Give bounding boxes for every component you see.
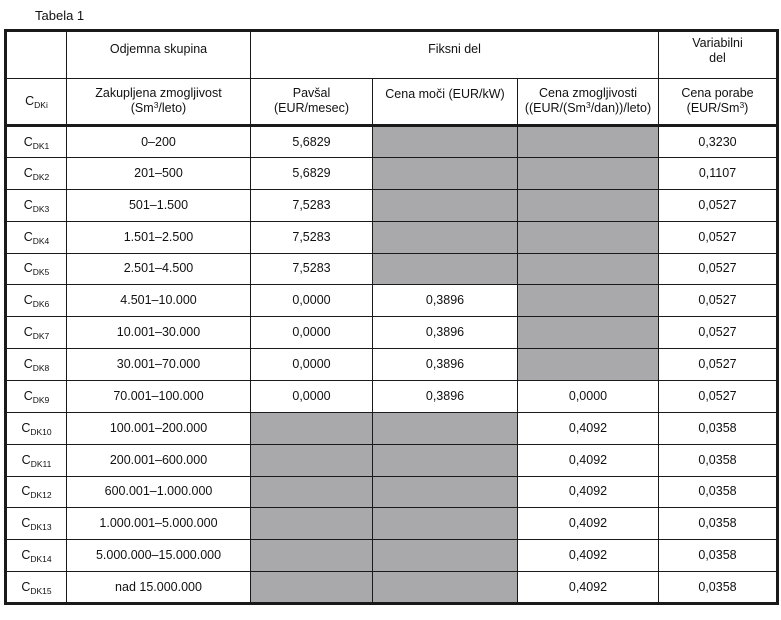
header-capacity-line2: (Sm$^3$/leto) <box>130 100 187 116</box>
row-code <box>6 349 67 381</box>
row-code <box>6 412 67 444</box>
row-code <box>6 572 67 604</box>
row-code-letter: C <box>23 388 33 403</box>
shaded-cell <box>373 540 518 572</box>
row-capacity-range: nad 15.000.000 <box>67 572 251 604</box>
table-row <box>6 508 778 540</box>
row-capprice-value: 0,4092 <box>518 508 659 540</box>
row-usage-value: 0,1107 <box>659 157 778 189</box>
row-code-subscript: DK9 <box>32 394 50 405</box>
row-flat-value: 5,6829 <box>251 157 373 189</box>
row-capprice-value: 0,4092 <box>518 412 659 444</box>
row-capacity-range: 200.001–600.000 <box>67 444 251 476</box>
row-usage-value: 0,0527 <box>659 189 778 221</box>
row-flat-value: 0,0000 <box>251 285 373 317</box>
row-code-letter: C <box>21 548 31 563</box>
row-usage-value: 0,0527 <box>659 221 778 253</box>
row-usage-value: 0,0358 <box>659 508 778 540</box>
row-capacity-range: 2.501–4.500 <box>67 253 251 285</box>
row-capacity-range: 10.001–30.000 <box>67 317 251 349</box>
row-code-subscript: DK1 <box>32 140 50 151</box>
row-code <box>6 476 67 508</box>
row-code-letter: C <box>23 134 33 149</box>
row-code-letter: C <box>23 357 33 372</box>
row-capacity-range: 4.501–10.000 <box>67 285 251 317</box>
row-capprice-value: 0,4092 <box>518 444 659 476</box>
row-code <box>6 221 67 253</box>
row-code <box>6 253 67 285</box>
header-capprice-line2: ((EUR/(Sm$^3$/dan))/leto) <box>524 100 652 116</box>
header-flat-line2: (EUR/mesec) <box>273 101 349 116</box>
row-flat-value: 0,0000 <box>251 317 373 349</box>
row-flat-value: 0,0000 <box>251 380 373 412</box>
header-flat-fee <box>251 78 373 126</box>
table-row <box>6 253 778 285</box>
shaded-cell <box>373 157 518 189</box>
row-code-subscript: DK13 <box>30 522 52 533</box>
row-code <box>6 540 67 572</box>
row-code <box>6 380 67 412</box>
row-code-subscript: DK8 <box>32 363 50 374</box>
tariff-table <box>4 29 779 605</box>
header-capacity-price <box>518 78 659 126</box>
row-flat-value: 7,5283 <box>251 221 373 253</box>
row-capprice-value: 0,4092 <box>518 476 659 508</box>
shaded-cell <box>518 189 659 221</box>
row-capacity-range: 5.000.000–15.000.000 <box>67 540 251 572</box>
row-code-letter: C <box>21 420 31 435</box>
row-code-subscript: DK2 <box>32 171 50 182</box>
row-code-subscript: DK5 <box>32 267 50 278</box>
table-row <box>6 572 778 604</box>
shaded-cell <box>373 253 518 285</box>
row-usage-value: 0,0527 <box>659 317 778 349</box>
shaded-cell <box>251 444 373 476</box>
row-code-letter: C <box>21 452 31 467</box>
row-code-subscript: DK12 <box>30 490 52 501</box>
table-row <box>6 349 778 381</box>
row-usage-value: 0,0527 <box>659 253 778 285</box>
header-group-label: Odjemna skupina <box>67 31 251 79</box>
row-code-subscript: DK3 <box>32 203 50 214</box>
header-power-price <box>373 78 518 126</box>
row-power-value: 0,3896 <box>373 317 518 349</box>
row-capacity-range: 1.501–2.500 <box>67 221 251 253</box>
row-code-subscript: DK11 <box>30 458 52 469</box>
shaded-cell <box>251 476 373 508</box>
header-row-columns <box>6 78 778 126</box>
row-code-subscript: DK4 <box>32 235 50 246</box>
table-row <box>6 317 778 349</box>
row-code-letter: C <box>23 165 33 180</box>
header-variable-text: Variabilni del <box>692 36 743 65</box>
row-code-subscript: DK15 <box>30 585 52 596</box>
row-power-value: 0,3896 <box>373 380 518 412</box>
row-capacity-range: 600.001–1.000.000 <box>67 476 251 508</box>
header-power-text: Cena moči (EUR/kW) <box>385 86 505 101</box>
row-code <box>6 126 67 158</box>
code-letter: C <box>25 93 35 108</box>
shaded-cell <box>518 221 659 253</box>
row-code <box>6 317 67 349</box>
shaded-cell <box>251 540 373 572</box>
table-row <box>6 476 778 508</box>
table-row <box>6 189 778 221</box>
row-code-letter: C <box>23 325 33 340</box>
row-power-value: 0,3896 <box>373 285 518 317</box>
row-usage-value: 0,0358 <box>659 444 778 476</box>
shaded-cell <box>251 412 373 444</box>
shaded-cell <box>518 253 659 285</box>
shaded-cell <box>373 508 518 540</box>
header-capprice-line1: Cena zmogljivosti <box>539 86 637 101</box>
row-usage-value: 0,3230 <box>659 126 778 158</box>
table-row <box>6 444 778 476</box>
row-code <box>6 285 67 317</box>
header-code <box>6 78 67 126</box>
row-flat-value: 7,5283 <box>251 189 373 221</box>
header-usage-line2: (EUR/Sm$^3$) <box>686 100 749 116</box>
row-code-subscript: DK6 <box>32 299 50 310</box>
row-flat-value: 7,5283 <box>251 253 373 285</box>
row-capacity-range: 30.001–70.000 <box>67 349 251 381</box>
table-row <box>6 157 778 189</box>
shaded-cell <box>518 157 659 189</box>
row-usage-value: 0,0527 <box>659 380 778 412</box>
row-code-letter: C <box>23 261 33 276</box>
header-empty-cell <box>6 31 67 79</box>
code-subscript: DKi <box>34 99 48 110</box>
header-capacity-line1: Zakupljena zmogljivost <box>95 86 222 101</box>
row-capprice-value: 0,0000 <box>518 380 659 412</box>
shaded-cell <box>373 189 518 221</box>
row-capacity-range: 501–1.500 <box>67 189 251 221</box>
row-code <box>6 157 67 189</box>
row-capacity-range: 70.001–100.000 <box>67 380 251 412</box>
header-capacity <box>67 78 251 126</box>
header-usage-price <box>659 78 778 126</box>
table-row <box>6 285 778 317</box>
header-variable-part <box>659 31 778 79</box>
row-capprice-value: 0,4092 <box>518 540 659 572</box>
table-row <box>6 221 778 253</box>
row-usage-value: 0,0358 <box>659 412 778 444</box>
shaded-cell <box>518 285 659 317</box>
row-usage-value: 0,0358 <box>659 572 778 604</box>
row-capacity-range: 0–200 <box>67 126 251 158</box>
row-usage-value: 0,0527 <box>659 349 778 381</box>
row-power-value: 0,3896 <box>373 349 518 381</box>
shaded-cell <box>373 444 518 476</box>
row-usage-value: 0,0527 <box>659 285 778 317</box>
shaded-cell <box>518 317 659 349</box>
shaded-cell <box>373 221 518 253</box>
row-code-letter: C <box>23 197 33 212</box>
row-code-letter: C <box>21 579 31 594</box>
row-code-letter: C <box>21 516 31 531</box>
row-code-letter: C <box>21 484 31 499</box>
table-row <box>6 412 778 444</box>
header-flat-line1: Pavšal <box>292 86 331 101</box>
table-row <box>6 540 778 572</box>
row-capacity-range: 201–500 <box>67 157 251 189</box>
row-capacity-range: 100.001–200.000 <box>67 412 251 444</box>
header-fixed-part: Fiksni del <box>251 31 659 79</box>
shaded-cell <box>251 572 373 604</box>
header-usage-line1: Cena porabe <box>681 86 754 101</box>
row-code <box>6 189 67 221</box>
shaded-cell <box>373 126 518 158</box>
shaded-cell <box>518 126 659 158</box>
row-flat-value: 5,6829 <box>251 126 373 158</box>
row-usage-value: 0,0358 <box>659 476 778 508</box>
table-row <box>6 380 778 412</box>
shaded-cell <box>251 508 373 540</box>
shaded-cell <box>373 412 518 444</box>
row-code-subscript: DK7 <box>32 331 50 342</box>
row-flat-value: 0,0000 <box>251 349 373 381</box>
row-code <box>6 444 67 476</box>
row-capprice-value: 0,4092 <box>518 572 659 604</box>
row-code-subscript: DK10 <box>30 426 52 437</box>
header-row-groups <box>6 31 778 79</box>
shaded-cell <box>518 349 659 381</box>
row-usage-value: 0,0358 <box>659 540 778 572</box>
table-body <box>6 126 778 604</box>
table-caption: Tabela 1 <box>35 8 85 23</box>
shaded-cell <box>373 476 518 508</box>
row-capacity-range: 1.000.001–5.000.000 <box>67 508 251 540</box>
table-row <box>6 126 778 158</box>
row-code-subscript: DK14 <box>30 554 52 565</box>
row-code <box>6 508 67 540</box>
row-code-letter: C <box>23 293 33 308</box>
row-code-letter: C <box>23 229 33 244</box>
shaded-cell <box>373 572 518 604</box>
